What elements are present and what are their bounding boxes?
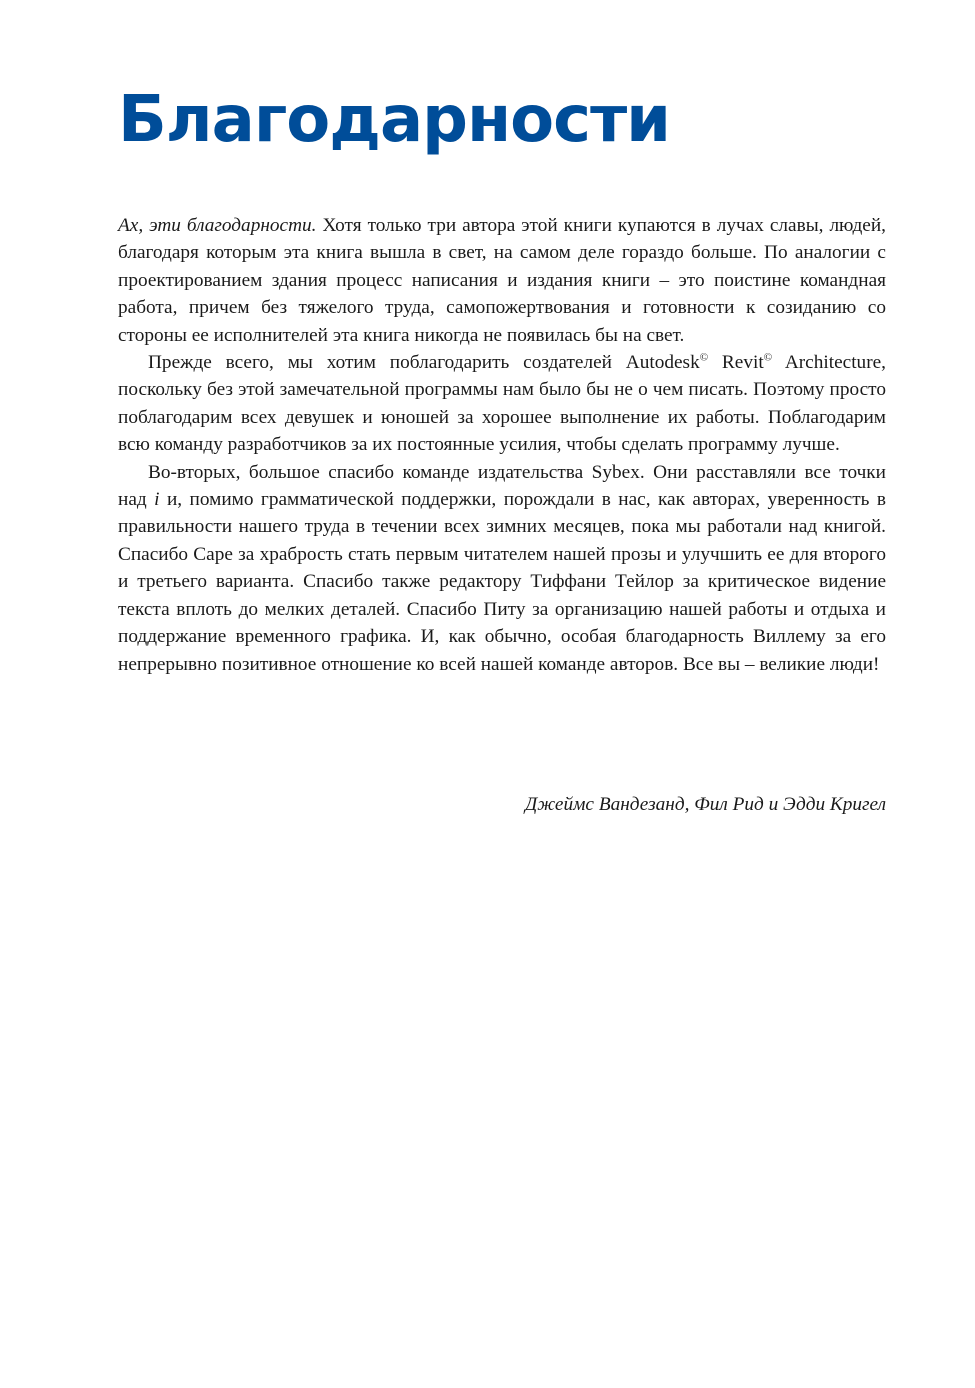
paragraph-2-text-b: Revit (708, 352, 764, 374)
paragraph-3 (118, 459, 886, 678)
acknowledgements-body (118, 212, 886, 678)
paragraph-3-text-b: и, помимо грамматической поддержки, порождали в нас, как авторах, уверенность в правильности нашего труда в течении всех зимних месяцев, пока мы работали над книгой. Спасибо Саре за храбрость стать первым читателем нашей прозы и улучшить ее для второго и третьего варианта. Спасибо также редактору Тиффани Тейлор за критическое видение текста вплоть до мелких деталей. Спасибо Питу за организацию нашей работы и отдыха и поддержание временного графика. И, как обычно, особая благодарность Виллему за его непрерывно позитивное отношение ко всей нашей команде авторов. Все вы – великие люди! (118, 489, 886, 675)
paragraph-3-text-a: Во-вторых, большое спасибо команде издательства Sybex. Они расставляли все точки над (118, 461, 886, 511)
paragraph-1 (118, 212, 886, 349)
paragraph-1-italic-lead: Ах, эти благодарности. (118, 215, 317, 236)
page-title: Благодарности (118, 83, 670, 157)
copyright-mark: © (763, 351, 773, 364)
copyright-mark: © (699, 351, 709, 364)
paragraph-2 (118, 349, 886, 459)
paragraph-2-text-c: Architecture, поскольку без этой замечательной программы нам было бы не о чем писать. Поэтому просто поблагодарим всех девушек и юношей за хорошее выполнение их работы. Поблагодарим всю команду разработчиков за их постоянные усилия, чтобы сделать программу лучше. (118, 352, 886, 456)
paragraph-3-italic-i: i (154, 489, 160, 511)
paragraph-2-text-a: Прежде всего, мы хотим поблагодарить создателей Autodesk (148, 352, 700, 374)
paragraph-1-text: Хотя только три автора этой книги купаются в лучах славы, людей, благодаря которым эта книга вышла в свет, на самом деле гораздо больше. По аналогии с проектированием здания процесс написания и издания книги – это поистине командная работа, причем без тяжелого труда, самопожертвования и готовности к созиданию со стороны ее исполнителей эта книга никогда не появилась бы на свет. (118, 215, 886, 346)
authors-signature: Джеймс Вандезанд, Фил Рид и Эдди Кригел (524, 794, 886, 815)
